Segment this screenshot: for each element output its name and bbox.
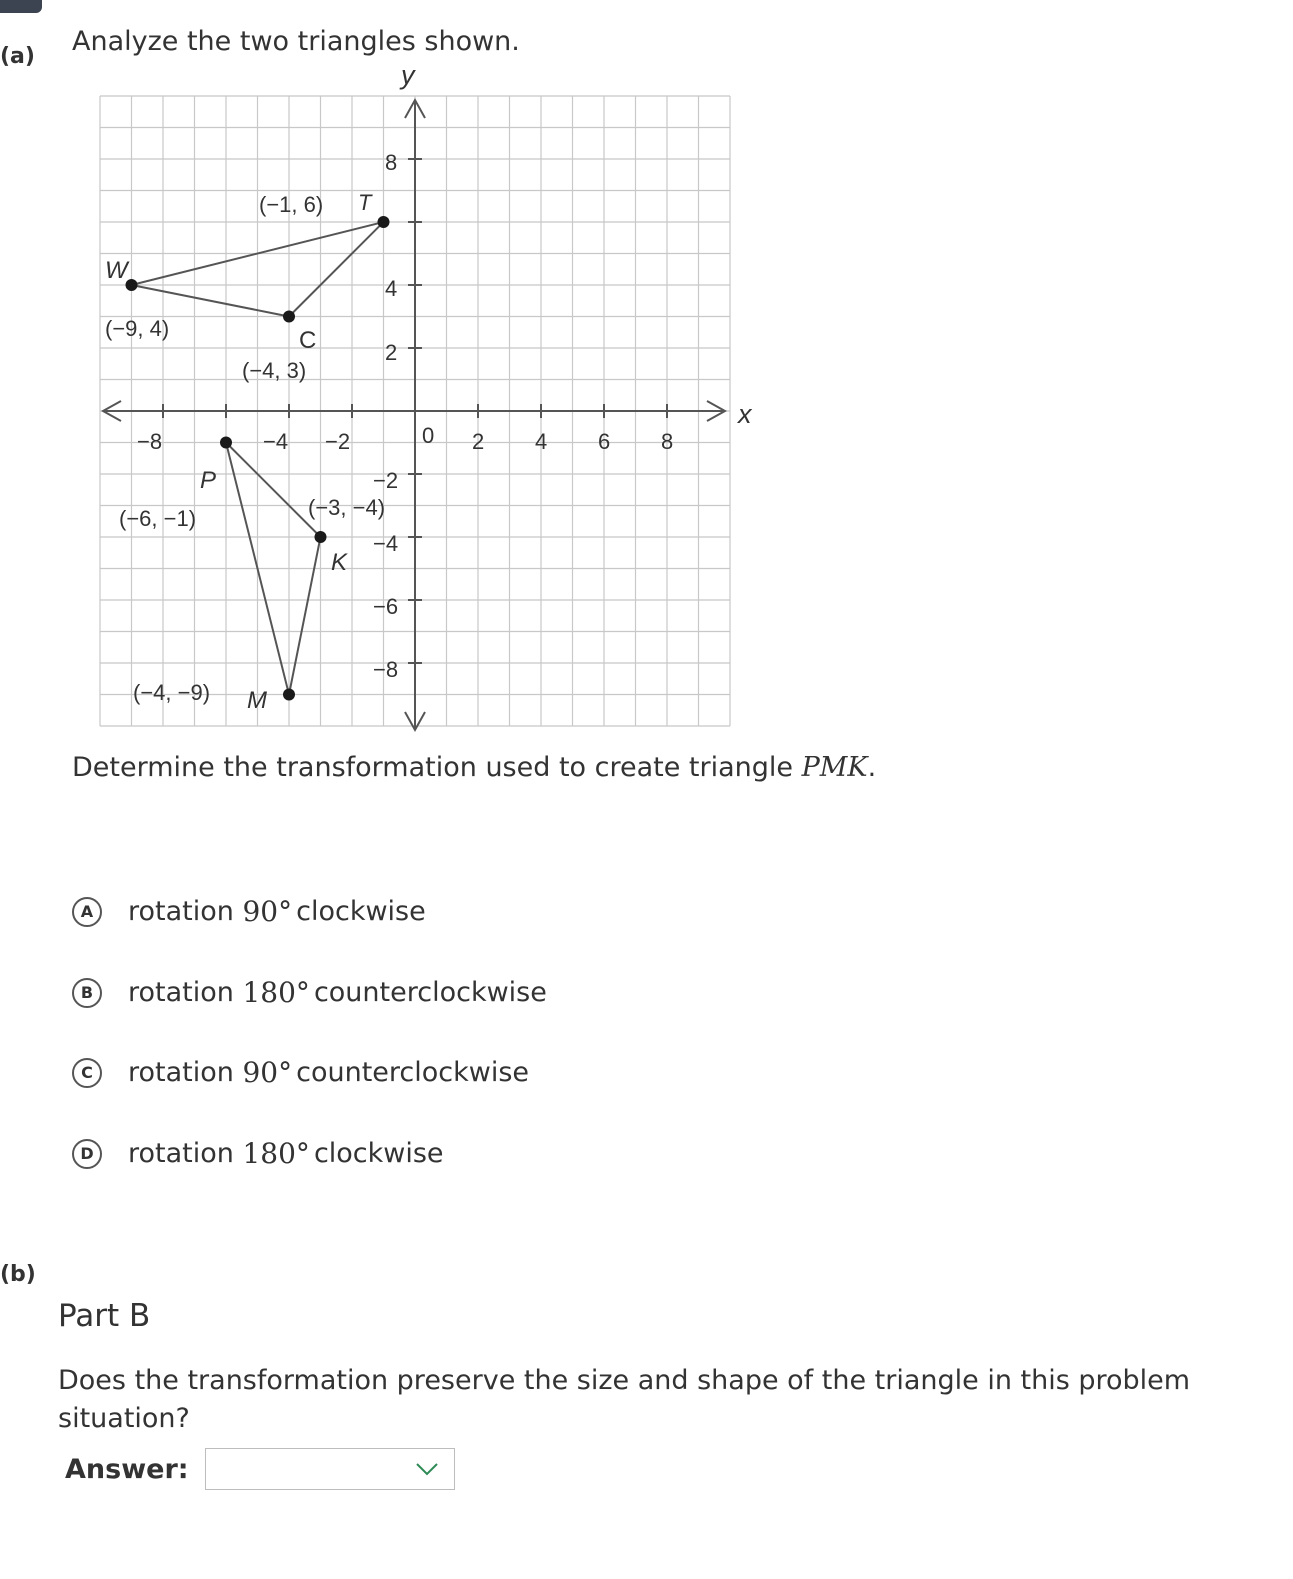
option-d[interactable] [72, 1137, 444, 1170]
top-bar-tab [0, 0, 42, 13]
option-c-prefix: rotation [128, 1057, 234, 1088]
x-tick-label-8: 8 [661, 429, 674, 454]
part-a-question [72, 752, 876, 783]
label-c-coord: (−4, 3) [242, 358, 307, 383]
option-d-suffix: clockwise [313, 1138, 444, 1169]
point-t [378, 216, 390, 228]
option-b-bubble[interactable]: B [72, 978, 102, 1008]
label-k: K [331, 549, 348, 576]
label-w: W [105, 257, 128, 284]
option-b-suffix: counterclockwise [313, 977, 547, 1008]
label-m: M [247, 687, 267, 714]
label-p: P [200, 467, 217, 494]
answer-row [65, 1448, 455, 1490]
option-a[interactable] [72, 895, 426, 928]
option-a-prefix: rotation [128, 896, 234, 927]
label-t-coord: (−1, 6) [259, 192, 324, 217]
x-tick-label-2: 2 [472, 429, 485, 454]
label-c: C [299, 327, 317, 354]
label-m-coord: (−4, −9) [133, 680, 211, 705]
question-triangle-name: PMK [801, 752, 868, 783]
y-tick-label-neg6: −6 [373, 594, 399, 619]
x-tick-label-neg4: −4 [263, 429, 289, 454]
option-d-degrees: 180° [242, 1137, 310, 1170]
y-tick-label-8: 8 [385, 150, 398, 175]
y-tick-label-4: 4 [385, 276, 398, 301]
option-a-degrees: 90° [242, 895, 293, 928]
answer-label: Answer: [65, 1453, 189, 1485]
y-tick-label-2: 2 [385, 340, 398, 365]
point-c [283, 311, 295, 323]
point-m [283, 689, 295, 701]
question-text: Determine the transformation used to create triangle [72, 752, 802, 783]
option-c[interactable] [72, 1056, 529, 1089]
option-c-bubble[interactable]: C [72, 1058, 102, 1088]
origin-label: 0 [422, 423, 435, 448]
part-b-label: (b) [0, 1262, 36, 1287]
option-b-degrees: 180° [242, 976, 310, 1009]
x-tick-label-6: 6 [598, 429, 611, 454]
option-c-degrees: 90° [242, 1056, 293, 1089]
label-p-coord: (−6, −1) [119, 506, 197, 531]
x-tick-label-neg8: −8 [137, 429, 163, 454]
part-b-title: Part B [58, 1298, 151, 1334]
label-w-coord: (−9, 4) [105, 316, 170, 341]
axes [103, 100, 725, 730]
part-a-prompt: Analyze the two triangles shown. [72, 26, 520, 57]
point-p [220, 437, 232, 449]
label-t: T [358, 190, 372, 215]
answer-dropdown[interactable] [205, 1448, 455, 1490]
y-axis-label: y [401, 60, 415, 90]
question-period: . [867, 752, 877, 783]
x-tick-label-4: 4 [535, 429, 548, 454]
part-a-label: (a) [0, 44, 35, 69]
option-b-prefix: rotation [128, 977, 234, 1008]
option-d-bubble[interactable]: D [72, 1139, 102, 1169]
option-a-suffix: clockwise [296, 896, 426, 927]
coordinate-graph [95, 58, 755, 748]
part-b-question: Does the transformation preserve the size and shape of the triangle in this problem situation? [58, 1365, 1191, 1434]
y-tick-label-neg8: −8 [373, 657, 399, 682]
y-tick-label-neg4: −4 [373, 531, 399, 556]
x-tick-label-neg2: −2 [325, 429, 351, 454]
option-a-bubble[interactable]: A [72, 897, 102, 927]
y-tick-label-neg2: −2 [373, 468, 399, 493]
chevron-down-icon [414, 1455, 440, 1481]
option-d-prefix: rotation [128, 1138, 234, 1169]
option-b[interactable] [72, 976, 547, 1009]
x-axis-label: x [738, 399, 752, 429]
option-c-suffix: counterclockwise [296, 1057, 530, 1088]
label-k-coord: (−3, −4) [308, 495, 386, 520]
point-k [315, 531, 327, 543]
